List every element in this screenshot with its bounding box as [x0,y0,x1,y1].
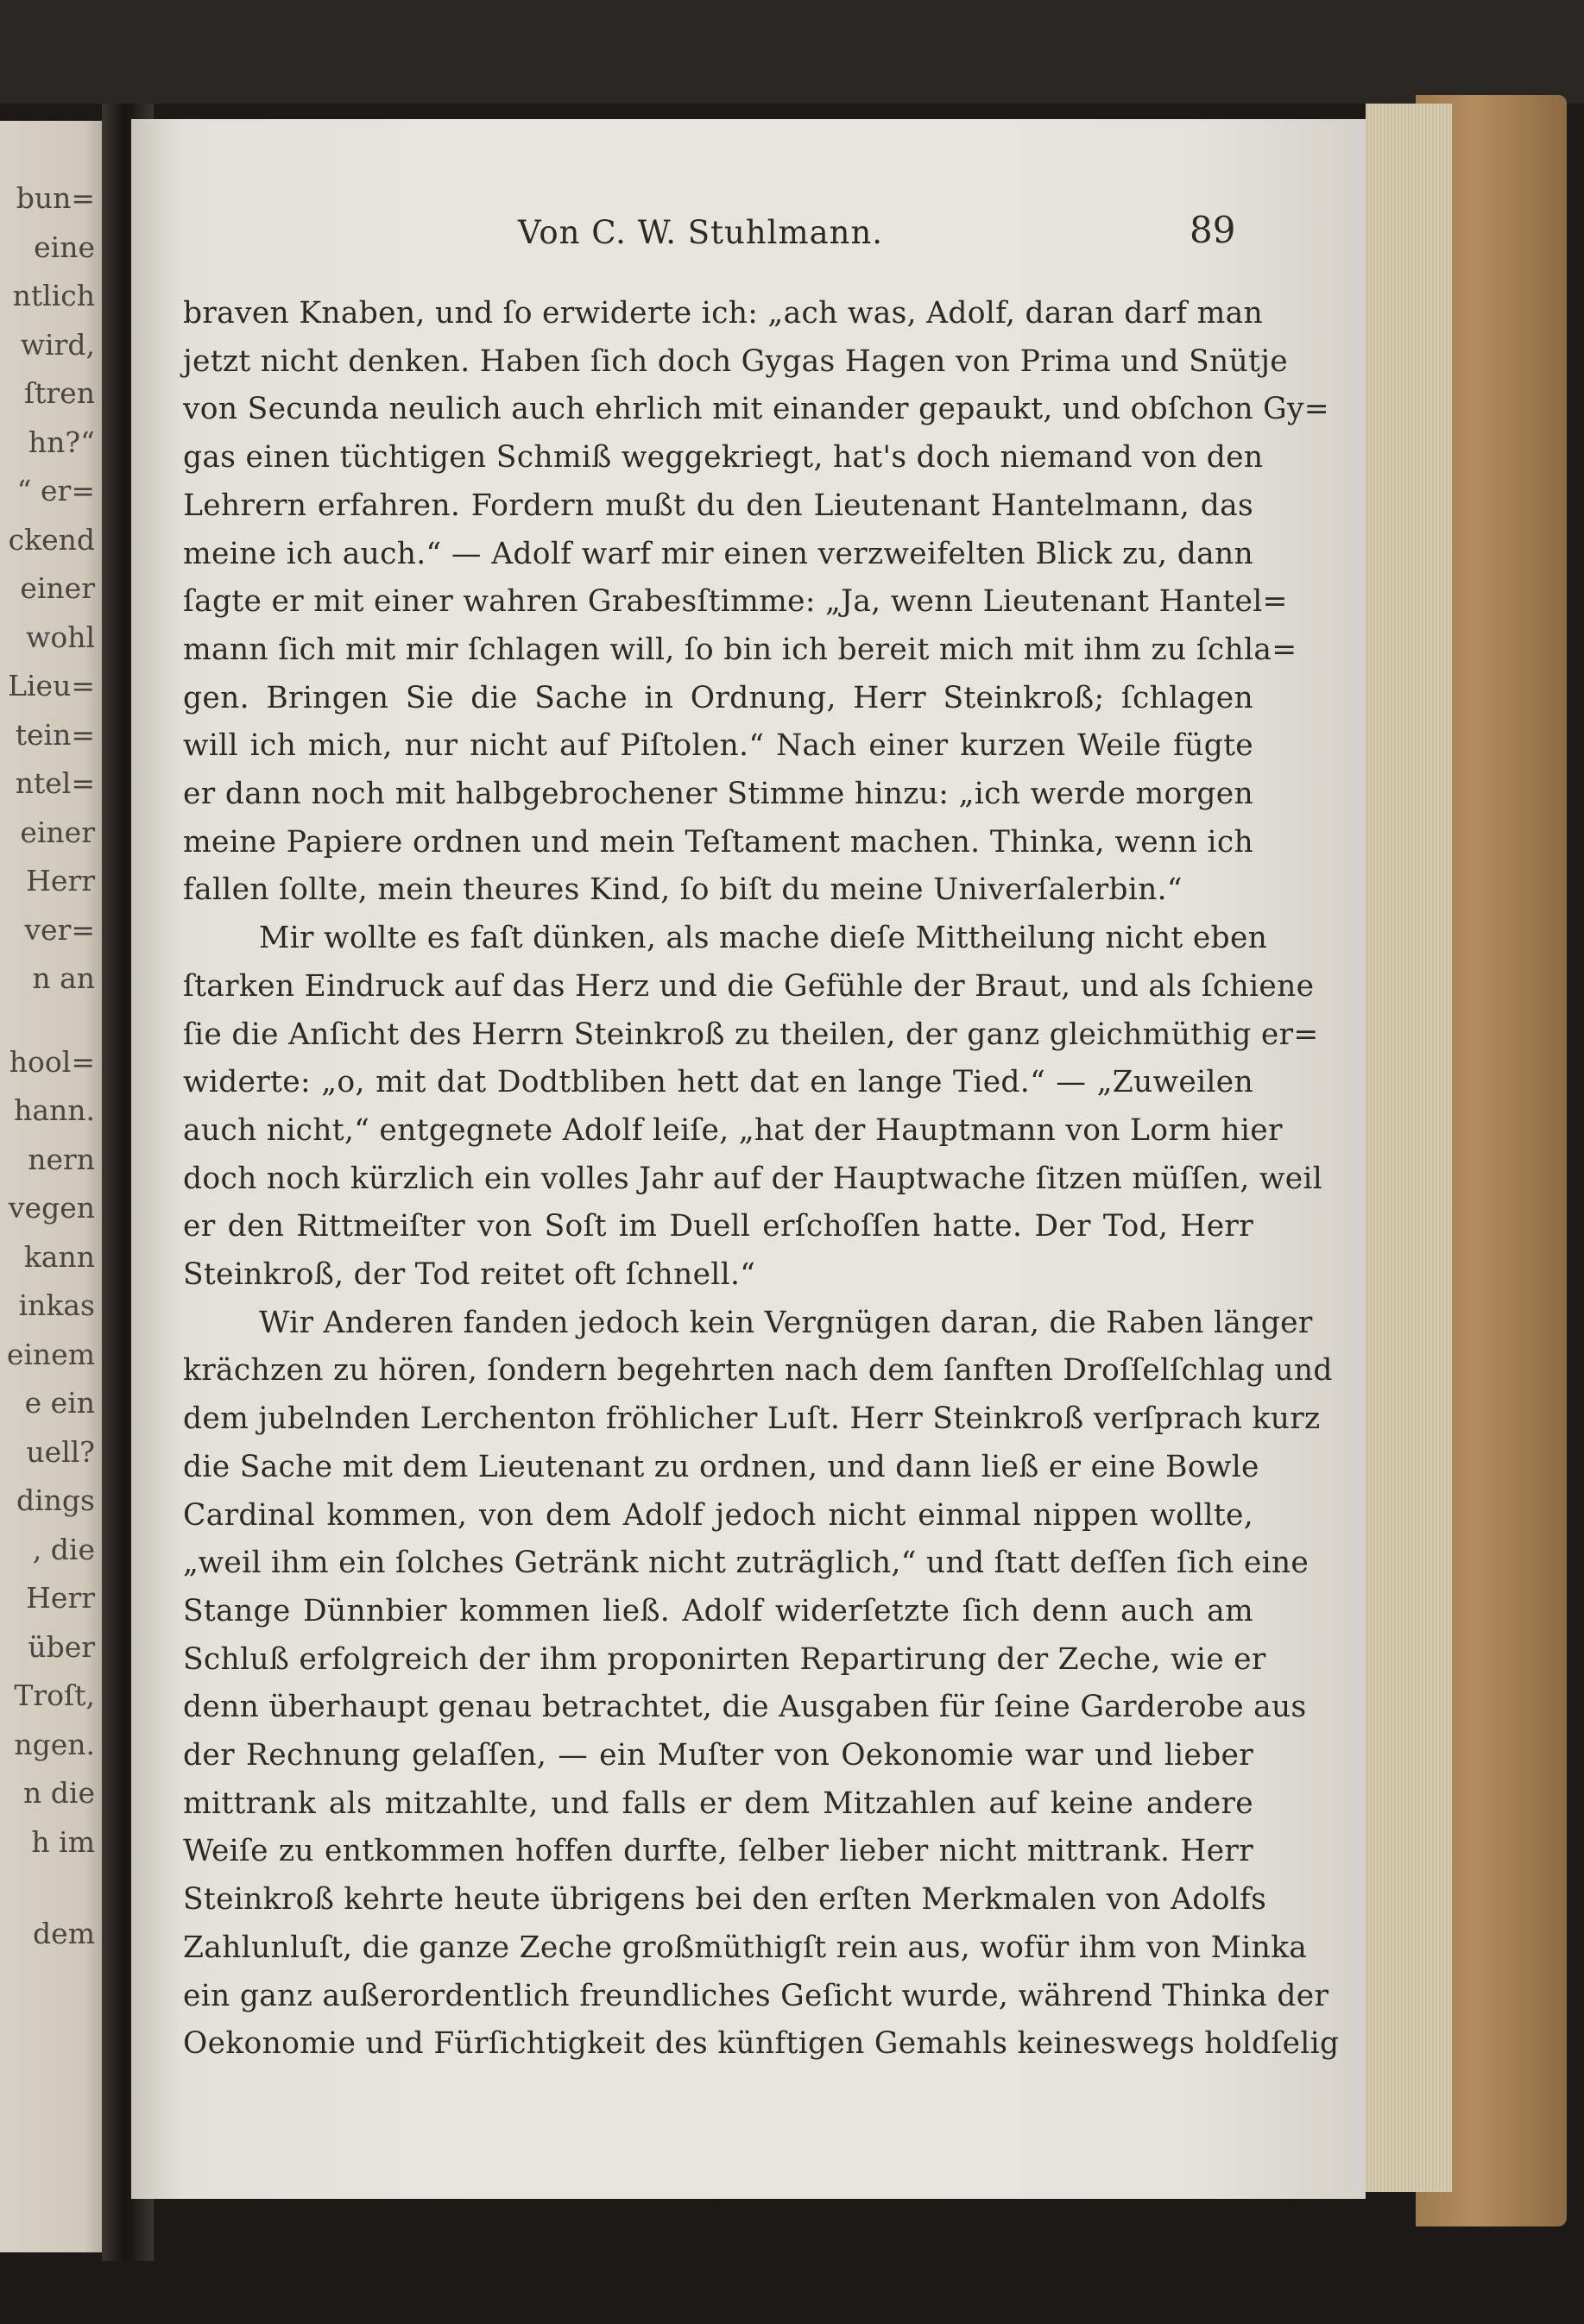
left-page-fragment: einer [20,815,95,849]
running-title: Von C. W. Stuhlmann. [518,214,884,251]
page-edges [1366,104,1452,2192]
text-line: will ich mich, nur nicht auf Piſtolen.“ Nach einer kurzen Weile fügte [183,728,1253,764]
text-line: ſagte er mit einer wahren Grabesſtimme: „Ja, wenn Lieutenant Hantel= [183,584,1288,620]
left-page-fragment: ngen. [14,1727,95,1761]
left-page-fragment: vegen [8,1191,95,1225]
left-page-fragment: n die [23,1776,95,1810]
text-line: gas einen tüchtigen Schmiß weggekriegt, hat's doch niemand von den [183,440,1264,476]
left-page-fragment: inkas [18,1288,95,1322]
left-page-fragment: einem [6,1337,95,1371]
left-page-fragment: n an [32,961,95,995]
left-page-fragment: Herr [26,1581,95,1615]
text-line: meine Papiere ordnen und mein Teſtament machen. Thinka, wenn ich [183,824,1253,860]
text-line: mittrank als mitzahlte, und falls er dem Mitzahlen auf keine andere [183,1786,1253,1821]
text-line: auch nicht,“ entgegnete Adolf leiſe, „hat der Hauptmann von Lorm hier [183,1112,1283,1148]
left-page-fragment: bun= [16,181,95,215]
text-line: ein ganz außerordentlich freundliches Geſicht wurde, während Thinka der [183,1978,1329,2013]
text-line: von Secunda neulich auch ehrlich mit einander gepaukt, und obſchon Gy= [183,392,1329,427]
text-line: braven Knaben, und ſo erwiderte ich: „ach was, Adolf, daran darf man [183,296,1263,331]
left-page-fragment: “ er= [16,474,95,507]
left-page-fragment: hann. [14,1093,95,1127]
text-line: Lehrern erfahren. Fordern mußt du den Lieutenant Hantelmann, das [183,488,1253,523]
text-line: krächzen zu hören, ſondern begehrten nach dem ſanften Droſſelſchlag und [183,1353,1333,1389]
text-line: „weil ihm ein ſolches Getränk nicht zuträglich,“ und ſtatt deſſen ſich eine [183,1546,1309,1581]
left-page-fragment: dem [33,1917,95,1950]
left-page-fragment: ckend [8,522,95,557]
text-line: Weiſe zu entkommen hoffen durfte, ſelber lieber nicht mittrank. Herr [183,1834,1253,1869]
text-line: denn überhaupt genau betrachtet, die Ausgaben für ſeine Garderobe aus [183,1690,1307,1725]
text-line: Stange Dünnbier kommen ließ. Adolf widerſetzte ſich denn auch am [183,1593,1253,1628]
text-line: dem jubelnden Lerchenton fröhlicher Luſt. Herr Steinkroß verſprach kurz [183,1401,1321,1437]
text-line: widerte: „o, mit dat Dodtbliben hett dat en lange Tied.“ — „Zuweilen [183,1065,1253,1100]
left-page-fragment: ſtren [23,376,95,410]
left-page-fragment: ntel= [15,766,95,800]
left-page-fragment: kann [23,1239,95,1274]
page-number: 89 [1190,209,1236,251]
left-page-fragment: , die [32,1532,95,1566]
left-page-fragment: Herr [26,864,95,897]
text-line: Cardinal kommen, von dem Adolf jedoch nicht einmal nippen wollte, [183,1497,1253,1533]
left-page-fragment: Lieu= [8,669,95,702]
left-page-fragment: nern [28,1142,95,1176]
text-line: die Sache mit dem Lieutenant zu ordnen, und dann ließ er eine Bowle [183,1449,1259,1484]
left-page-fragment: einer [20,571,95,605]
text-line: Wir Anderen fanden jedoch kein Vergnügen daran, die Raben länger [259,1305,1313,1340]
text-line: ſtarken Eindruck auf das Herz und die Gefühle der Braut, und als ſchiene [183,968,1315,1004]
left-page-fragment: e ein [24,1386,95,1420]
text-line: meine ich auch.“ — Adolf warf mir einen verzweifelten Blick zu, dann [183,536,1253,571]
left-page-fragment: über [28,1629,95,1664]
left-page-fragment: eine [34,230,95,264]
text-line: der Rechnung gelaſſen, — ein Muſter von Oekonomie war und lieber [183,1738,1253,1773]
text-line: Schluß erfolgreich der ihm proponirten Repartirung der Zeche, wie er [183,1641,1266,1677]
left-page-fragment: h im [31,1824,95,1859]
left-page-fragment: wohl [26,620,95,654]
text-line: gen. Bringen Sie die Sache in Ordnung, Herr Steinkroß; ſchlagen [183,680,1253,715]
left-page-fragment: dings [16,1483,95,1517]
text-line: er dann noch mit halbgebrochener Stimme hinzu: „ich werde morgen [183,777,1253,811]
text-line: Mir wollte es faſt dünken, als mache dieſe Mittheilung nicht eben [259,921,1268,956]
left-page-fragment: ver= [24,912,95,947]
text-line: er den Rittmeiſter von Soſt im Duell erſchoſſen hatte. Der Tod, Herr [183,1209,1253,1244]
text-line: Oekonomie und Fürſichtigkeit des künftigen Gemahls keineswegs holdſelig [183,2026,1340,2062]
left-page-fragment: hool= [9,1044,95,1079]
left-page-fragment: tein= [15,717,95,752]
text-line: Steinkroß, der Tod reitet oft ſchnell.“ [183,1257,756,1292]
left-page-fragment: uell? [26,1434,95,1469]
text-line: mann ſich mit mir ſchlagen will, ſo bin ich bereit mich mit ihm zu ſchla= [183,632,1297,667]
text-line: Zahlunluſt, die ganze Zeche großmüthigſt rein aus, wofür ihm von Minka [183,1930,1308,1965]
left-page-fragment: wird, [20,327,95,362]
text-line: jetzt nicht denken. Haben ſich doch Gygas Hagen von Prima und Snütje [183,343,1288,379]
left-page-fragment: Troſt, [14,1678,95,1712]
left-page-fragment: ntlich [12,279,95,312]
text-line: doch noch kürzlich ein volles Jahr auf der Hauptwache ſitzen müſſen, weil [183,1161,1323,1196]
text-line: ſie die Anſicht des Herrn Steinkroß zu theilen, der ganz gleichmüthig er= [183,1017,1319,1052]
left-page-fragment: hn?“ [28,425,95,459]
text-line: Steinkroß kehrte heute übrigens bei den erſten Merkmalen von Adolfs [183,1882,1267,1918]
text-line: fallen ſollte, mein theures Kind, ſo biſt du meine Univerſalerbin.“ [183,872,1183,908]
